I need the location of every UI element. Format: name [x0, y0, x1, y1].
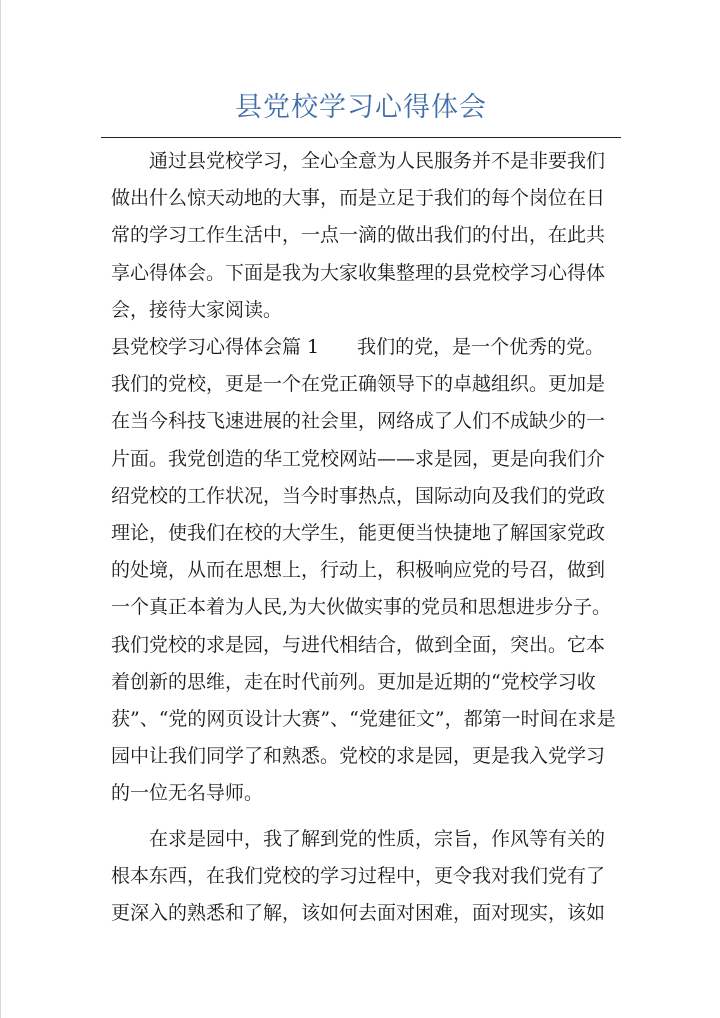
section-paragraph — [111, 329, 615, 813]
text-line: 做出什么惊天动地的大事，而是立足于我们的每个岗位在日 — [111, 187, 606, 210]
text-line: 片面。我党创造的华工党校网站——求是园，更是向我们介 — [111, 447, 606, 470]
title-underline — [101, 137, 621, 138]
text-line: 理论，使我们在校的大学生，能更便当快捷地了解国家党政 — [111, 522, 606, 545]
text-line: 通过县党校学习，全心全意为人民服务并不是非要我们 — [149, 150, 606, 172]
text-line: 在当今科技飞速进展的社会里，网络成了人们不成缺少的一 — [111, 410, 606, 433]
text-line: 更深入的熟悉和了解，该如何去面对困难，面对现实，该如 — [111, 902, 606, 925]
text-line: 一个真正本着为人民,为大伙做实事的党员和思想进步分子。 — [111, 596, 612, 619]
text-line: 我们党校的求是园，与进代相结合，做到全面，突出。它本 — [111, 633, 606, 656]
intro-paragraph — [111, 143, 615, 329]
document-title: 县党校学习心得体会 — [235, 92, 487, 123]
text-line: 享心得体会。下面是我为大家收集整理的县党校学习心得体 — [111, 261, 606, 284]
third-paragraph — [111, 821, 615, 933]
document-body — [111, 143, 615, 932]
text-line: 我们的党校，更是一个在党正确领导下的卓越组织。更加是 — [111, 373, 606, 396]
text-line: 着创新的思维，走在时代前列。更加是近期的“党校学习收 — [111, 670, 596, 693]
text-line: 绍党校的工作状况，当今时事热点，国际动向及我们的党政 — [111, 484, 606, 507]
section-heading-line: 县党校学习心得体会篇 1 我们的党，是一个优秀的党。 — [111, 336, 605, 359]
text-line: 常的学习工作生活中，一点一滴的做出我们的付出，在此共 — [111, 224, 606, 247]
text-line: 的处境，从而在思想上，行动上，积极响应党的号召，做到 — [111, 559, 606, 582]
text-line: 园中让我们同学了和熟悉。党校的求是园，更是我入党学习 — [111, 745, 606, 768]
text-line: 会，接待大家阅读。 — [111, 298, 283, 321]
text-line: 的一位无名导师。 — [111, 782, 264, 805]
text-line: 获”、“党的网页设计大赛”、“党建征文”，都第一时间在求是 — [111, 708, 616, 731]
text-line: 根本东西，在我们党校的学习过程中，更令我对我们党有了 — [111, 864, 606, 887]
text-line: 在求是园中，我了解到党的性质，宗旨，作风等有关的 — [149, 827, 606, 850]
